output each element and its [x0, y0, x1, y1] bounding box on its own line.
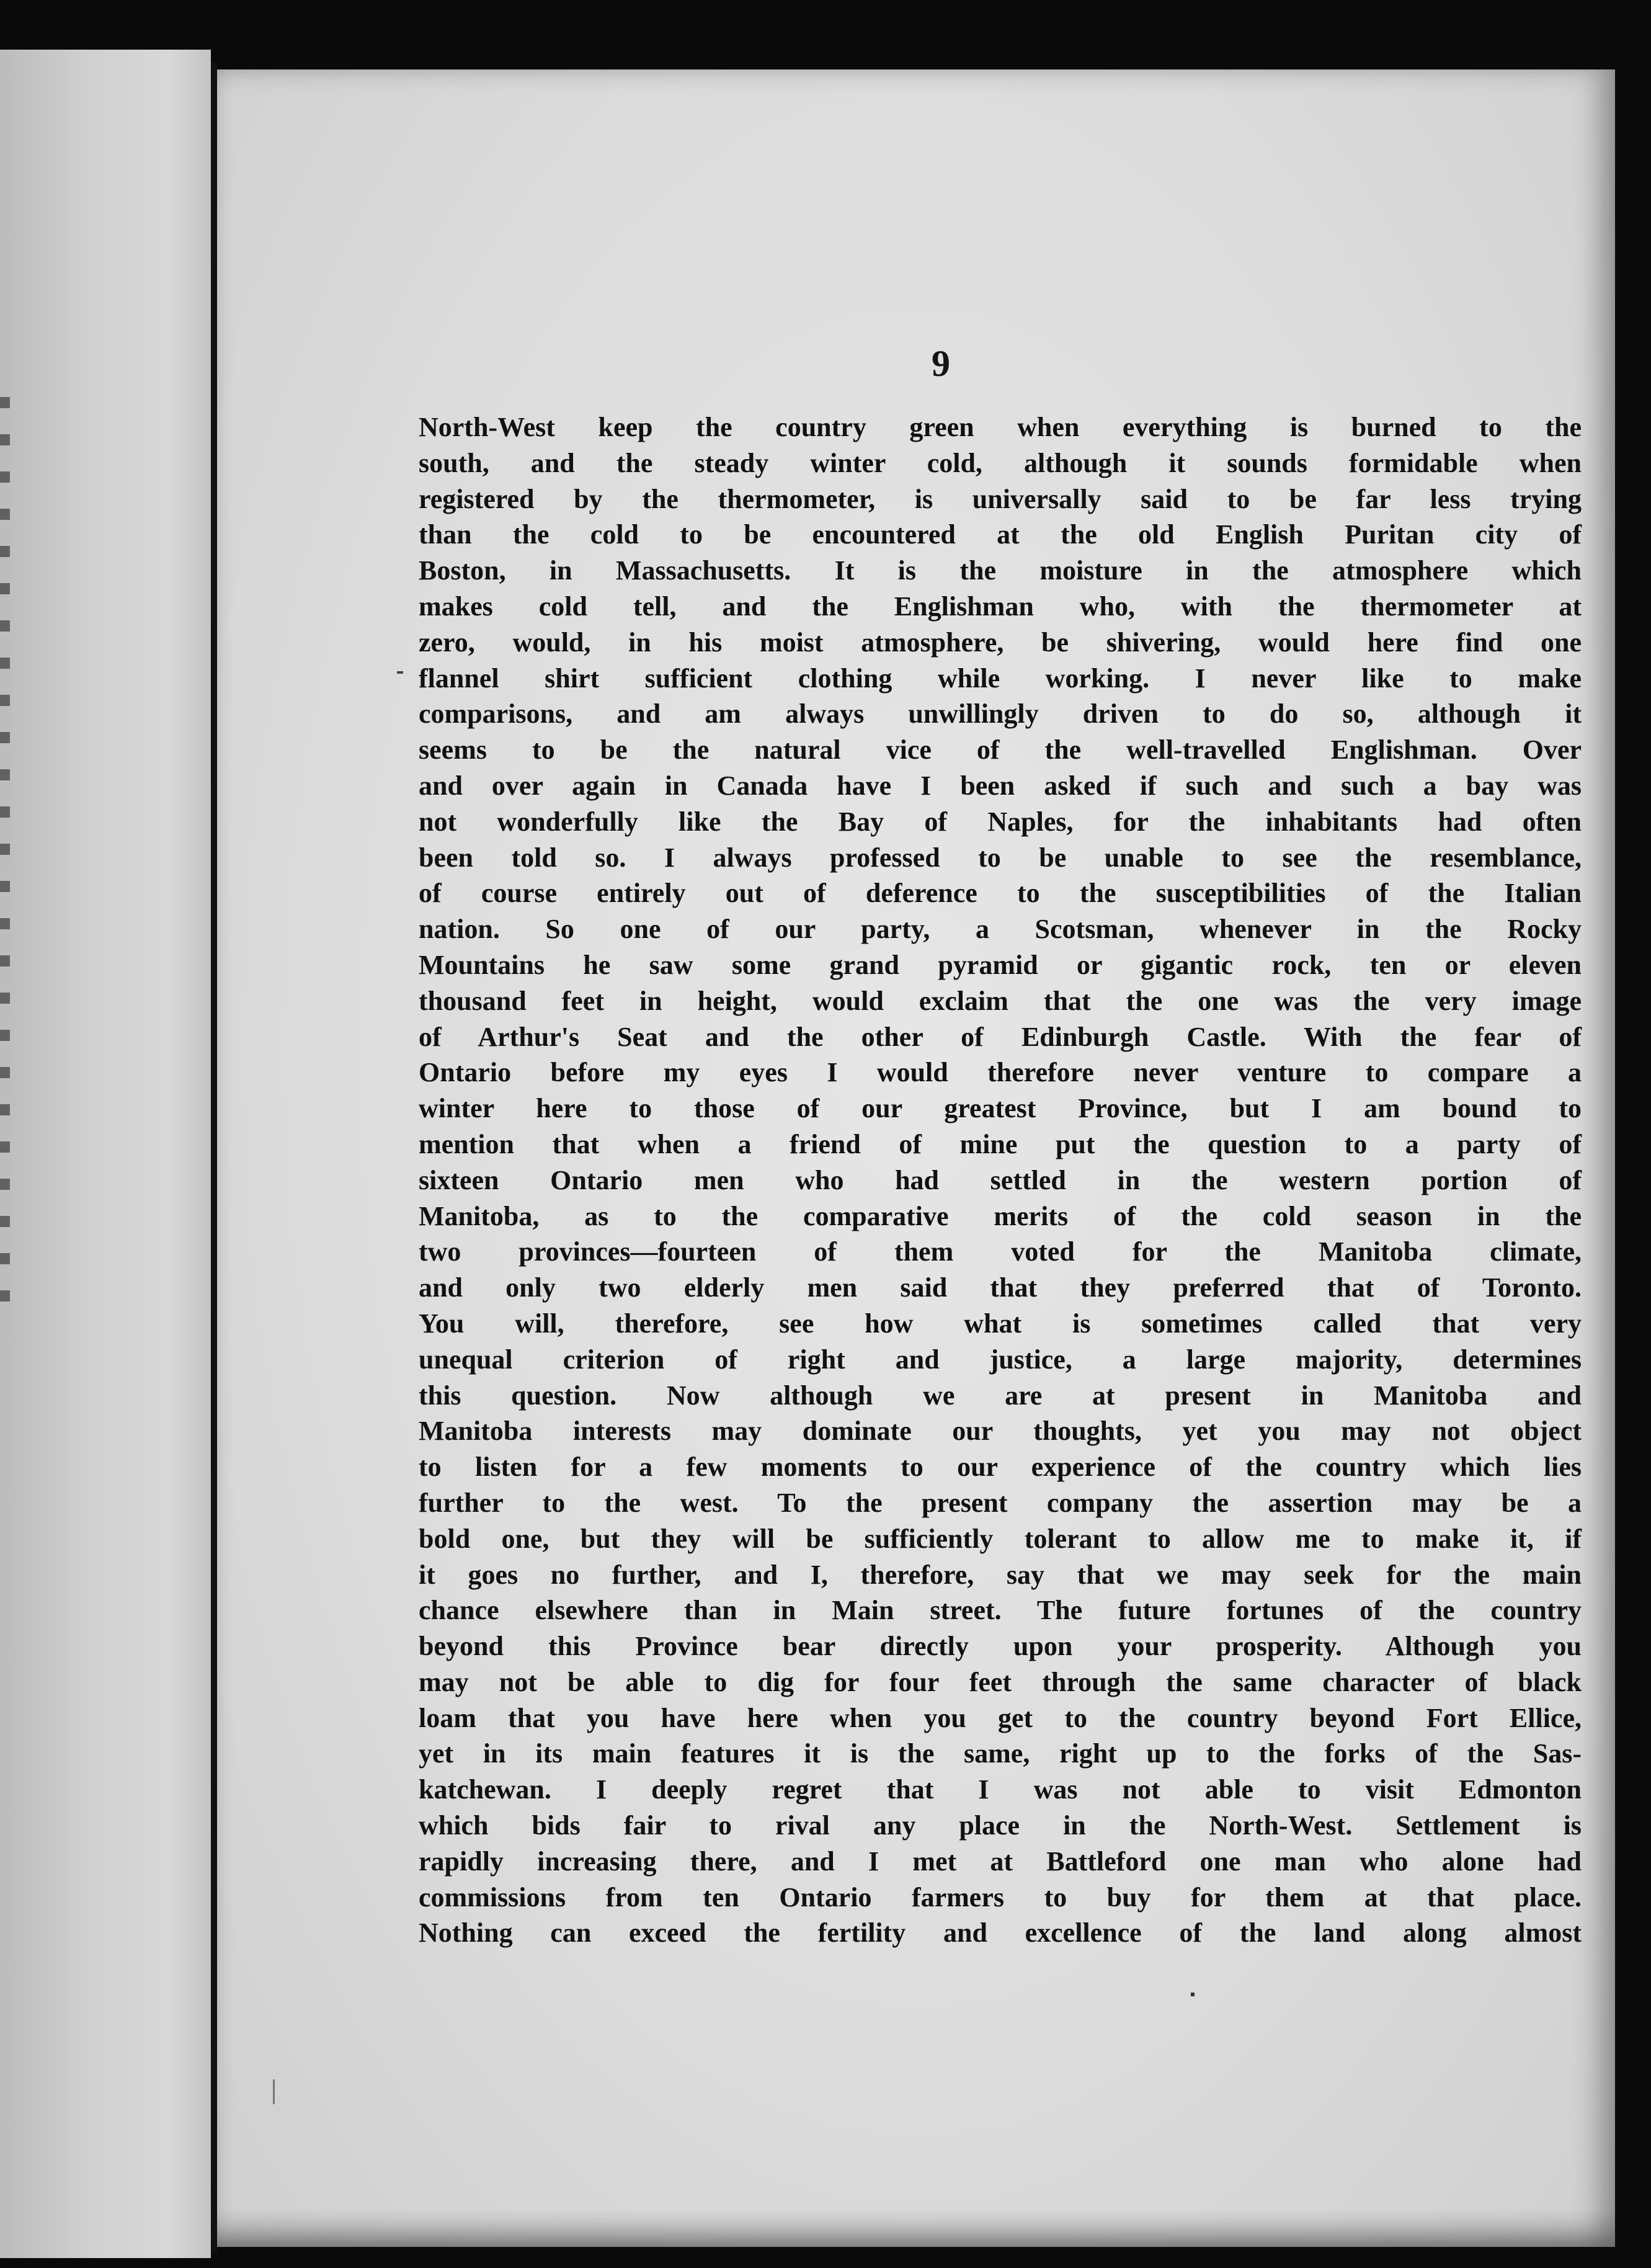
- text-line: south, and the steady winter cold, although it sounds formidable when: [419, 447, 1582, 478]
- text-line: comparisons, and am always unwillingly driven to do so, although it: [419, 699, 1582, 730]
- text-line: Nothing can exceed the fertility and excellence of the land along almost: [419, 1918, 1582, 1949]
- text-line: mention that when a friend of mine put the question to a party of: [419, 1128, 1582, 1159]
- text-line: not wonderfully like the Bay of Naples, for the inhabitants had often: [419, 806, 1582, 837]
- margin-mark: [397, 671, 403, 674]
- body-text: [419, 409, 1582, 1951]
- text-line: further to the west. To the present company the assertion may be a: [419, 1487, 1582, 1518]
- text-line: Mountains he saw some grand pyramid or gigantic rock, ten or eleven: [419, 949, 1582, 980]
- text-line: chance elsewhere than in Main street. The future fortunes of the country: [419, 1595, 1582, 1626]
- text-line: this question. Now although we are at present in Manitoba and: [419, 1380, 1582, 1411]
- text-line: zero, would, in his moist atmosphere, be shivering, would here find one: [419, 627, 1582, 658]
- text-line: to listen for a few moments to our experience of the country which lies: [419, 1452, 1582, 1483]
- text-line: and over again in Canada have I been asked if such and such a bay was: [419, 770, 1582, 801]
- document-page: [217, 69, 1615, 2247]
- facing-page-edge: [0, 50, 211, 2258]
- text-line: loam that you have here when you get to the country beyond Fort Ellice,: [419, 1702, 1582, 1733]
- text-line: of Arthur's Seat and the other of Edinburgh Castle. With the fear of: [419, 1021, 1582, 1052]
- text-line: of course entirely out of deference to the susceptibilities of the Italian: [419, 878, 1582, 909]
- text-line: flannel shirt sufficient clothing while working. I never like to make: [419, 663, 1582, 694]
- text-line: Boston, in Massachusetts. It is the moisture in the atmosphere which: [419, 555, 1582, 586]
- text-line: bold one, but they will be sufficiently tolerant to allow me to make it, if: [419, 1523, 1582, 1554]
- text-line: Ontario before my eyes I would therefore never venture to compare a: [419, 1057, 1582, 1088]
- text-line: North-West keep the country green when everything is burned to the: [419, 412, 1582, 442]
- text-line: and only two elderly men said that they preferred that of Toronto.: [419, 1272, 1582, 1303]
- text-line: Manitoba, as to the comparative merits of the cold season in the: [419, 1200, 1582, 1231]
- text-line: registered by the thermometer, is universally said to be far less trying: [419, 483, 1582, 514]
- text-line: two provinces—fourteen of them voted for the Manitoba climate,: [419, 1236, 1582, 1267]
- text-line: katchewan. I deeply regret that I was not able to visit Edmonton: [419, 1774, 1582, 1805]
- text-line: beyond this Province bear directly upon your prosperity. Although you: [419, 1631, 1582, 1662]
- text-line: thousand feet in height, would exclaim that the one was the very image: [419, 985, 1582, 1016]
- text-line: makes cold tell, and the Englishman who, with the thermometer at: [419, 591, 1582, 622]
- text-line: may not be able to dig for four feet through the same character of black: [419, 1666, 1582, 1697]
- text-line: nation. So one of our party, a Scotsman, whenever in the Rocky: [419, 914, 1582, 945]
- text-line: than the cold to be encountered at the old English Puritan city of: [419, 519, 1582, 550]
- text-line: winter here to those of our greatest Province, but I am bound to: [419, 1093, 1582, 1124]
- margin-mark: [273, 2079, 275, 2104]
- text-line: it goes no further, and I, therefore, say that we may seek for the main: [419, 1559, 1582, 1590]
- margin-mark: [1191, 1993, 1195, 1996]
- page-gutter: [211, 62, 217, 2252]
- facing-page-text-remnants: [0, 397, 10, 1328]
- text-line: commissions from ten Ontario farmers to buy for them at that place.: [419, 1882, 1582, 1913]
- text-line: been told so. I always professed to be unable to see the resemblance,: [419, 842, 1582, 873]
- text-line: seems to be the natural vice of the well-travelled Englishman. Over: [419, 734, 1582, 766]
- page-number: 9: [932, 343, 950, 384]
- page-bottom-shadow: [217, 2208, 1615, 2247]
- text-line: You will, therefore, see how what is sometimes called that very: [419, 1308, 1582, 1339]
- text-line: unequal criterion of right and justice, a large majority, determines: [419, 1344, 1582, 1375]
- text-line: which bids fair to rival any place in the North-West. Settlement is: [419, 1810, 1582, 1841]
- text-line: Manitoba interests may dominate our thoughts, yet you may not object: [419, 1416, 1582, 1447]
- text-line: yet in its main features it is the same, right up to the forks of the Sas-: [419, 1738, 1582, 1769]
- text-line: rapidly increasing there, and I met at Battleford one man who alone had: [419, 1846, 1582, 1877]
- text-line: sixteen Ontario men who had settled in the western portion of: [419, 1164, 1582, 1195]
